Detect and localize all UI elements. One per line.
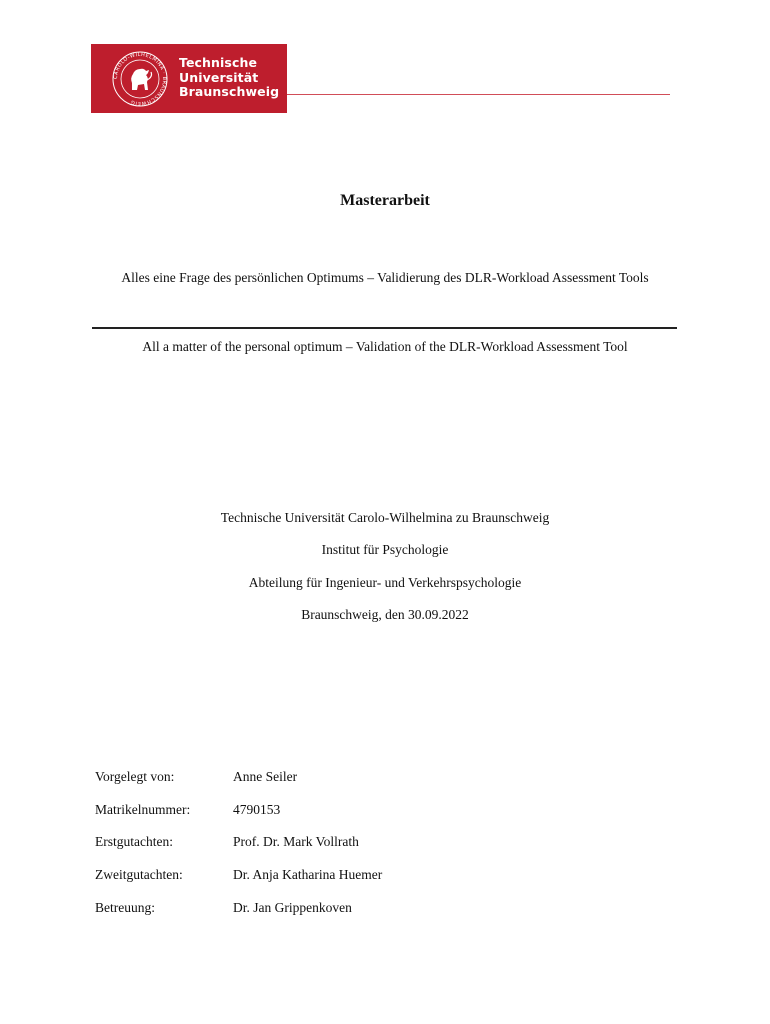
second-examiner-label: Zweitgutachten:	[95, 867, 183, 882]
supervision-value: Dr. Jan Grippenkoven	[233, 900, 352, 915]
title-divider	[92, 327, 677, 329]
german-thesis-title: Alles eine Frage des persönlichen Optimums – Validierung des DLR-Workload Assessment Tools	[121, 270, 649, 285]
english-thesis-title: All a matter of the personal optimum – Validation of the DLR-Workload Assessment Tool	[142, 339, 628, 354]
submitted-by-label: Vorgelegt von:	[95, 769, 175, 784]
logo-line-1: Technische	[179, 55, 258, 70]
place-date: Braunschweig, den 30.09.2022	[301, 607, 469, 622]
matriculation-value: 4790153	[233, 802, 281, 817]
university-seal-icon	[111, 50, 169, 108]
university-logo	[91, 44, 287, 113]
document-title: Masterarbeit	[340, 192, 430, 209]
supervision-label: Betreuung:	[95, 900, 155, 915]
logo-line-2: Universität	[179, 69, 259, 85]
first-examiner-label: Erstgutachten:	[95, 834, 173, 849]
matriculation-label: Matrikelnummer:	[95, 802, 191, 817]
logo-line-3: Braunschweig	[179, 84, 280, 99]
header-rule	[287, 94, 670, 95]
institute-name: Institut für Psychologie	[321, 542, 449, 557]
university-name: Technische Universität Carolo-Wilhelmina zu Braunschweig	[220, 510, 550, 525]
seal-text: CAROLO-WILHELMINA · BRAUNSCHWEIG	[112, 51, 168, 107]
submitted-by-value: Anne Seiler	[233, 769, 298, 784]
logo-wordmark	[179, 56, 279, 100]
first-examiner-value: Prof. Dr. Mark Vollrath	[233, 834, 359, 849]
department-name: Abteilung für Ingenieur- und Verkehrspsychologie	[248, 575, 522, 590]
second-examiner-value: Dr. Anja Katharina Huemer	[233, 867, 383, 882]
